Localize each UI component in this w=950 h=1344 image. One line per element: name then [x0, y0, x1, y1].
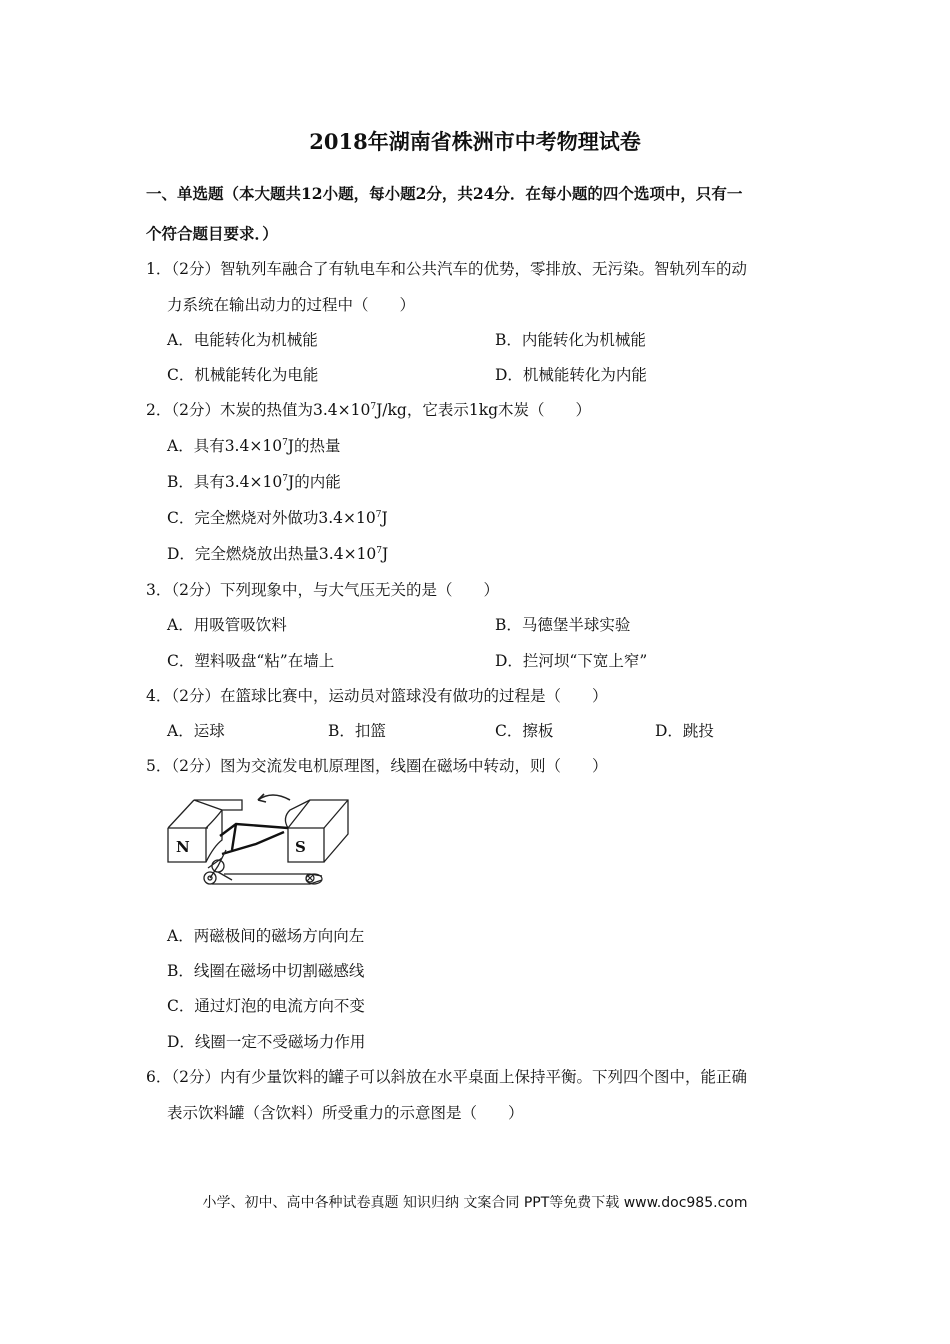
section-heading-line2: 个符合题目要求．）	[146, 224, 278, 243]
external-circuit	[212, 874, 322, 884]
section-heading-line1: 一、单选题（本大题共12小题，每小题2分，共24分．在每小题的四个选项中，只有一	[146, 184, 743, 203]
n-pole-label: N	[176, 838, 190, 856]
q4-option-b: B．扣篮	[328, 722, 386, 740]
q5-option-c: C．通过灯泡的电流方向不变	[167, 997, 365, 1015]
q3-stem: 3．（2分）下列现象中，与大气压无关的是（ ）	[146, 581, 499, 599]
q3-option-a: A．用吸管吸饮料	[167, 616, 287, 634]
q5-option-d: D．线圈一定不受磁场力作用	[167, 1033, 366, 1051]
q1-stem-line1: 1．（2分）智轨列车融合了有轨电车和公共汽车的优势，零排放、无污染。智轨列车的动	[146, 260, 747, 278]
q3-option-c: C．塑料吸盘“粘”在墙上	[167, 652, 335, 670]
q1-option-c: C．机械能转化为电能	[167, 366, 319, 384]
q3-option-b: B．马德堡半球实验	[495, 616, 631, 634]
q6-stem-line2: 表示饮料罐（含饮料）所受重力的示意图是（ ）	[167, 1104, 524, 1122]
q4-stem: 4．（2分）在篮球比赛中，运动员对篮球没有做功的过程是（ ）	[146, 687, 608, 705]
q5-stem: 5．（2分）图为交流发电机原理图，线圈在磁场中转动，则（ ）	[146, 757, 608, 775]
q4-option-a: A．运球	[167, 722, 225, 740]
q2-option-c: C．完全燃烧对外做功$3.4\times 10^7J$	[167, 509, 388, 527]
q2-stem: 2．（2分）木炭的热值为$3.4\times 10^7J/kg$，它表示1kg木炭（ ）	[146, 401, 592, 419]
q1-option-a: A．电能转化为机械能	[167, 331, 318, 349]
s-pole-label: S	[295, 838, 306, 856]
q2-option-b: B．具有$3.4\times 10^7J$的内能	[167, 473, 341, 491]
q1-stem-line2: 力系统在输出动力的过程中（ ）	[167, 296, 416, 314]
page-footer: 小学、初中、高中各种试卷真题 知识归纳 文案合同 PPT等免费下载 www.doc985.com	[202, 1195, 748, 1211]
q4-option-c: C．擦板	[495, 722, 554, 740]
q2-option-d: D．完全燃烧放出热量$3.4\times 10^7J$	[167, 545, 389, 563]
q2-option-a: A．具有$3.4\times 10^7J$的热量	[167, 437, 341, 455]
q4-option-d: D．跳投	[655, 722, 714, 740]
ac-generator-figure	[160, 788, 360, 898]
q5-option-a: A．两磁极间的磁场方向向左	[167, 927, 365, 945]
q1-option-b: B．内能转化为机械能	[495, 331, 646, 349]
q1-option-d: D．机械能转化为内能	[495, 366, 647, 384]
q6-stem-line1: 6．（2分）内有少量饮料的罐子可以斜放在水平桌面上保持平衡。下列四个图中，能正确	[146, 1068, 747, 1086]
q5-option-b: B．线圈在磁场中切割磁感线	[167, 962, 365, 980]
coil	[220, 824, 288, 854]
q3-option-d: D．拦河坝“下宽上窄”	[495, 652, 648, 670]
page-title: 2018年湖南省株洲市中考物理试卷	[309, 129, 641, 154]
slip-rings	[204, 850, 232, 884]
